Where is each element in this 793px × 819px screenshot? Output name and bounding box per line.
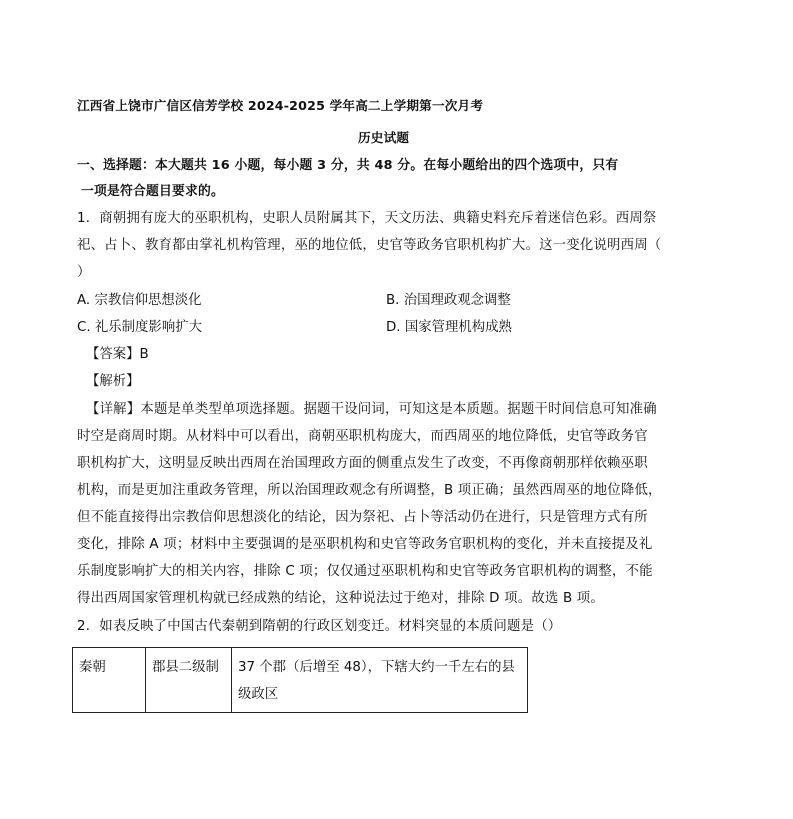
q1-detail-line-7: 乐制度影响扩大的相关内容，排除 C 项；仅仅通过巫职机构和史官等政务官职机构的调整，不能 bbox=[77, 564, 653, 579]
q1-detail-line-4: 机构，而是更加注重政务管理，所以治国理政观念有所调整，B 项正确；虽然西周巫的地位降低， bbox=[77, 483, 662, 498]
exam-title: 江西省上饶市广信区信芳学校 2024-2025 学年高二上学期第一次月考 bbox=[77, 98, 484, 113]
table-cell-dynasty: 秦朝 bbox=[73, 648, 146, 713]
q1-option-b: B. 治国理政观念调整 bbox=[386, 293, 511, 308]
q1-option-d: D. 国家管理机构成熟 bbox=[386, 320, 512, 335]
q1-detail-line-6: 变化，排除 A 项；材料中主要强调的是巫职机构和史官等政务官职机构的变化，并未直接提及礼 bbox=[77, 537, 653, 552]
q1-detail-line-8: 得出西周国家管理机构就已经成熟的结论，这种说法过于绝对，排除 D 项。故选 B 项。 bbox=[77, 591, 604, 606]
exam-subtitle: 历史试题 bbox=[358, 130, 410, 145]
q1-option-a: A. 宗教信仰思想淡化 bbox=[77, 293, 202, 308]
q1-detail-line-5: 但不能直接得出宗教信仰思想淡化的结论，因为祭祀、占卜等活动仍在进行，只是管理方式有所 bbox=[77, 510, 648, 525]
admin-division-table bbox=[72, 647, 528, 713]
q1-analysis-label: 【解析】 bbox=[86, 374, 140, 389]
q1-stem-line-1: 1．商朝拥有庞大的巫职机构，史职人员附属其下，天文历法、典籍史料充斥着迷信色彩。西周祭 bbox=[77, 211, 657, 226]
q1-detail-line-2: 时空是商周时期。从材料中可以看出，商朝巫职机构庞大，而西周巫的地位降低，史官等政务官 bbox=[77, 429, 648, 444]
q1-stem-line-2: 祀、占卜、教育都由掌礼机构管理，巫的地位低，史官等政务官职机构扩大。这一变化说明西周（ bbox=[77, 238, 662, 253]
q2-stem: 2．如表反映了中国古代秦朝到隋朝的行政区划变迁。材料突显的本质问题是（） bbox=[77, 619, 562, 634]
table-row bbox=[73, 648, 528, 713]
q1-answer: 【答案】B bbox=[86, 347, 149, 362]
section-instruction-line-2: 一项是符合题目要求的。 bbox=[81, 184, 224, 199]
q1-stem-line-3: ） bbox=[77, 265, 91, 280]
table-cell-system: 郡县二级制 bbox=[146, 648, 232, 713]
q1-detail-line-1: 【详解】本题是单类型单项选择题。据题干设问词，可知这是本质题。据题干时间信息可知准确 bbox=[86, 402, 657, 417]
table-cell-description: 37 个郡（后增至 48），下辖大约一千左右的县级政区 bbox=[232, 648, 528, 713]
q1-option-c: C. 礼乐制度影响扩大 bbox=[77, 320, 202, 335]
section-instruction-line-1: 一、选择题：本大题共 16 小题，每小题 3 分，共 48 分。在每小题给出的四个选项中，只有 bbox=[77, 158, 619, 173]
q1-detail-line-3: 职机构扩大，这明显反映出西周在治国理政方面的侧重点发生了改变，不再像商朝那样依赖巫职 bbox=[77, 456, 648, 471]
